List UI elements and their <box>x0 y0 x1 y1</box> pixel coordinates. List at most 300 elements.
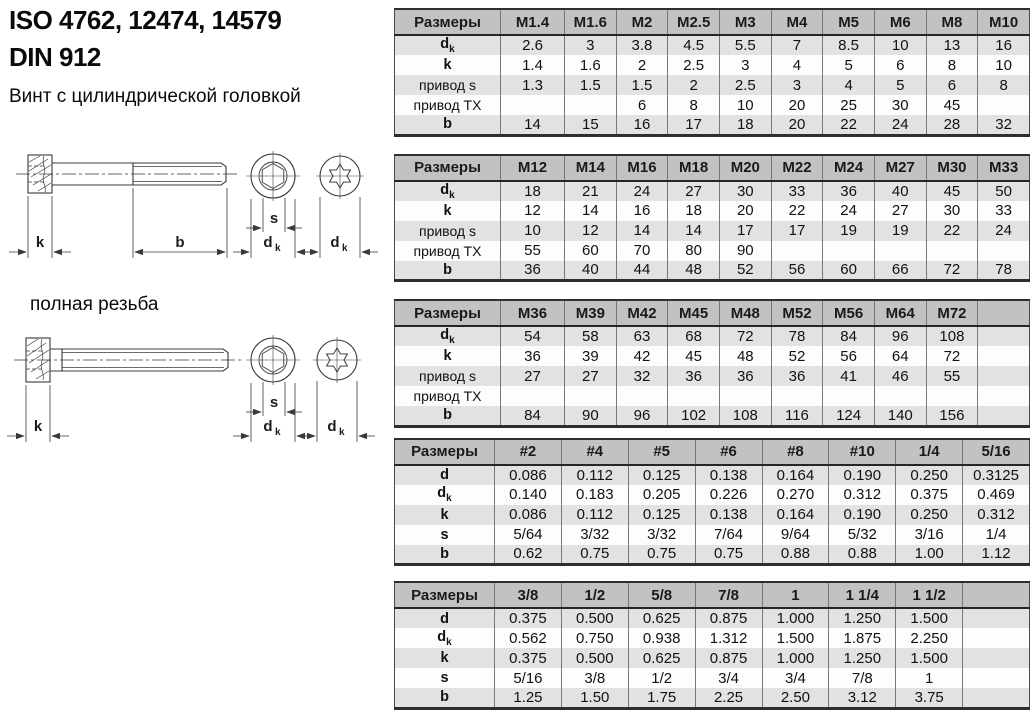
corner-header: Размеры <box>395 9 501 35</box>
header-row <box>395 9 1030 35</box>
value-cell: 27 <box>668 181 720 201</box>
value-cell: 16 <box>616 115 668 135</box>
value-cell: 15 <box>565 115 617 135</box>
value-cell: 3/8 <box>561 668 628 688</box>
torx-end-view <box>313 337 361 383</box>
size-column-header: #8 <box>762 439 829 465</box>
value-cell: 20 <box>719 201 771 221</box>
value-cell: 0.205 <box>628 485 695 505</box>
value-cell: 0.140 <box>495 485 562 505</box>
size-column-header: M3 <box>719 9 771 35</box>
value-cell: 41 <box>823 366 875 386</box>
size-column-header: M14 <box>565 155 617 181</box>
value-cell: 0.312 <box>963 505 1030 525</box>
size-table-m12-m33 <box>394 154 1030 283</box>
table-row <box>395 608 1030 628</box>
value-cell: 90 <box>719 241 771 261</box>
value-cell: 24 <box>823 201 875 221</box>
value-cell: 5/64 <box>495 525 562 545</box>
size-column-header: 5/16 <box>963 439 1030 465</box>
row-header: k <box>440 506 449 523</box>
value-cell: 66 <box>874 261 926 281</box>
size-column-header: M8 <box>926 9 978 35</box>
row-header: привод s <box>418 368 476 384</box>
value-cell: 5 <box>874 75 926 95</box>
table-row <box>395 485 1030 505</box>
value-cell: 12 <box>565 221 617 241</box>
value-cell: 20 <box>771 115 823 135</box>
size-column-header: M36 <box>501 300 565 326</box>
value-cell: 5.5 <box>719 35 771 55</box>
value-cell: 2 <box>616 55 668 75</box>
value-cell: 96 <box>616 406 668 426</box>
header-row <box>395 300 1030 326</box>
value-cell: 0.750 <box>561 628 628 648</box>
value-cell <box>926 241 978 261</box>
value-cell: 84 <box>501 406 565 426</box>
value-cell: 18 <box>668 201 720 221</box>
row-header: k <box>440 650 449 666</box>
svg-text:k: k <box>339 427 345 438</box>
value-cell: 0.375 <box>896 485 963 505</box>
value-cell <box>771 241 823 261</box>
table-row <box>395 465 1030 485</box>
value-cell: 0.625 <box>628 648 695 668</box>
value-cell: 0.75 <box>561 545 628 565</box>
value-cell: 12 <box>501 201 565 221</box>
value-cell: 10 <box>978 55 1030 75</box>
size-column-header: M5 <box>823 9 875 35</box>
row-header: b <box>440 545 449 562</box>
value-cell: 3 <box>565 35 617 55</box>
value-cell: 0.500 <box>561 608 628 628</box>
value-cell: 36 <box>823 181 875 201</box>
value-cell <box>874 386 926 406</box>
value-cell: 2.5 <box>719 75 771 95</box>
value-cell: 156 <box>926 406 978 426</box>
value-cell: 1.250 <box>829 648 896 668</box>
value-cell <box>978 366 1030 386</box>
dimension-dk-torx <box>302 197 378 258</box>
torx-end-view <box>316 153 364 199</box>
value-cell: 0.164 <box>762 465 829 485</box>
value-cell: 24 <box>874 115 926 135</box>
value-cell: 4.5 <box>668 35 720 55</box>
size-column-header: #4 <box>561 439 628 465</box>
value-cell: 18 <box>719 115 771 135</box>
value-cell <box>978 241 1030 261</box>
value-cell <box>963 648 1030 668</box>
value-cell: 58 <box>565 326 617 346</box>
row-header: привод TX <box>413 97 482 113</box>
value-cell: 1.500 <box>896 608 963 628</box>
value-cell: 1.12 <box>963 545 1030 565</box>
row-header: привод TX <box>413 388 482 404</box>
table-row <box>395 35 1030 55</box>
value-cell: 36 <box>719 366 771 386</box>
size-column-header: 7/8 <box>695 582 762 608</box>
value-cell: 6 <box>926 75 978 95</box>
value-cell: 36 <box>771 366 823 386</box>
value-cell: 5/32 <box>829 525 896 545</box>
value-cell: 54 <box>501 326 565 346</box>
value-cell: 0.312 <box>829 485 896 505</box>
size-column-header: M16 <box>616 155 668 181</box>
size-column-header: M24 <box>823 155 875 181</box>
value-cell: 0.88 <box>829 545 896 565</box>
value-cell <box>978 406 1030 426</box>
size-column-header: M64 <box>874 300 926 326</box>
value-cell: 7/8 <box>829 668 896 688</box>
svg-text:k: k <box>35 234 45 251</box>
value-cell: 0.125 <box>628 505 695 525</box>
value-cell: 30 <box>926 201 978 221</box>
value-cell: 8.5 <box>823 35 875 55</box>
value-cell: 0.112 <box>561 505 628 525</box>
size-column-header: M45 <box>668 300 720 326</box>
value-cell: 64 <box>874 346 926 366</box>
row-header: $d_k$ <box>440 181 455 201</box>
size-column-header: #10 <box>829 439 896 465</box>
iso-standard-numbers: ISO 4762, 12474, 14579 <box>9 5 282 35</box>
value-cell: 0.75 <box>695 545 762 565</box>
value-cell: 1.000 <box>762 608 829 628</box>
row-header: $d_k$ <box>440 36 455 55</box>
row-header: s <box>440 526 449 543</box>
size-column-header: M52 <box>771 300 823 326</box>
table-row <box>395 366 1030 386</box>
value-cell: 90 <box>565 406 617 426</box>
size-column-header: 5/8 <box>628 582 695 608</box>
value-cell <box>963 688 1030 708</box>
size-column-header: M10 <box>978 9 1030 35</box>
value-cell: 42 <box>616 346 668 366</box>
value-cell: 20 <box>771 95 823 115</box>
value-cell: 4 <box>771 55 823 75</box>
value-cell: 1.250 <box>829 608 896 628</box>
size-column-header: M30 <box>926 155 978 181</box>
value-cell: 40 <box>565 261 617 281</box>
svg-text:k: k <box>275 243 281 254</box>
svg-text:k: k <box>342 243 348 254</box>
value-cell: 78 <box>771 326 823 346</box>
value-cell: 8 <box>668 95 720 115</box>
value-cell: 50 <box>978 181 1030 201</box>
value-cell: 30 <box>874 95 926 115</box>
value-cell: 2.6 <box>501 35 565 55</box>
value-cell: 55 <box>926 366 978 386</box>
value-cell: 28 <box>926 115 978 135</box>
value-cell: 1.5 <box>565 75 617 95</box>
value-cell: 27 <box>501 366 565 386</box>
value-cell: 8 <box>926 55 978 75</box>
svg-text:d: d <box>327 418 337 435</box>
value-cell: 0.226 <box>695 485 762 505</box>
size-column-header: M2.5 <box>668 9 720 35</box>
value-cell <box>565 95 617 115</box>
hex-socket-end-view <box>246 151 300 201</box>
corner-header: Размеры <box>395 300 501 326</box>
table-row <box>395 181 1030 201</box>
value-cell: 10 <box>874 35 926 55</box>
row-header: b <box>440 689 449 706</box>
value-cell: 18 <box>501 181 565 201</box>
value-cell: 16 <box>616 201 668 221</box>
value-cell: 72 <box>719 326 771 346</box>
table-row <box>395 545 1030 565</box>
value-cell <box>874 241 926 261</box>
header-row <box>395 582 1030 608</box>
value-cell <box>771 386 823 406</box>
value-cell: 36 <box>501 261 565 281</box>
value-cell: 80 <box>668 241 720 261</box>
corner-header: Размеры <box>395 582 495 608</box>
screw-drawing-full-thread <box>0 330 392 480</box>
value-cell: 0.938 <box>628 628 695 648</box>
table-row <box>395 688 1030 708</box>
value-cell: 68 <box>668 326 720 346</box>
value-cell: 55 <box>501 241 565 261</box>
value-cell: 1.875 <box>829 628 896 648</box>
value-cell: 0.875 <box>695 608 762 628</box>
value-cell: 0.375 <box>495 608 562 628</box>
value-cell: 60 <box>823 261 875 281</box>
size-table-inch-small <box>394 438 1030 567</box>
value-cell: 14 <box>565 201 617 221</box>
size-column-header: M12 <box>501 155 565 181</box>
row-header: $d_k$ <box>440 327 455 346</box>
value-cell: 44 <box>616 261 668 281</box>
value-cell: 0.3125 <box>963 465 1030 485</box>
table-row <box>395 95 1030 115</box>
value-cell: 0.270 <box>762 485 829 505</box>
value-cell: 6 <box>616 95 668 115</box>
value-cell: 3.75 <box>896 688 963 708</box>
size-column-header: #2 <box>495 439 562 465</box>
dimension-k <box>9 196 71 258</box>
table-row <box>395 525 1030 545</box>
value-cell: 5 <box>823 55 875 75</box>
value-cell: 116 <box>771 406 823 426</box>
value-cell: 0.190 <box>829 505 896 525</box>
dimension-b <box>133 188 227 258</box>
value-cell: 27 <box>565 366 617 386</box>
size-column-header <box>978 300 1030 326</box>
value-cell <box>616 386 668 406</box>
value-cell: 24 <box>616 181 668 201</box>
value-cell: 0.375 <box>495 648 562 668</box>
dimension-tables <box>394 0 1030 727</box>
value-cell: 0.190 <box>829 465 896 485</box>
hex-socket-end-view <box>246 335 300 385</box>
value-cell: 0.500 <box>561 648 628 668</box>
value-cell <box>501 386 565 406</box>
size-column-header: 3/8 <box>495 582 562 608</box>
size-column-header: M20 <box>719 155 771 181</box>
value-cell: 0.138 <box>695 505 762 525</box>
value-cell: 78 <box>978 261 1030 281</box>
table-row <box>395 346 1030 366</box>
value-cell: 102 <box>668 406 720 426</box>
size-column-header: M48 <box>719 300 771 326</box>
value-cell: 25 <box>823 95 875 115</box>
table-row <box>395 648 1030 668</box>
header-row <box>395 439 1030 465</box>
value-cell: 0.112 <box>561 465 628 485</box>
value-cell: 108 <box>926 326 978 346</box>
value-cell: 6 <box>874 55 926 75</box>
full-thread-label: полная резьба <box>30 294 159 315</box>
value-cell: 140 <box>874 406 926 426</box>
dimension-s <box>246 198 302 232</box>
value-cell: 9/64 <box>762 525 829 545</box>
row-header: b <box>443 261 452 278</box>
value-cell: 10 <box>501 221 565 241</box>
table-row <box>395 201 1030 221</box>
svg-text:d: d <box>263 418 273 435</box>
value-cell: 1.25 <box>495 688 562 708</box>
value-cell: 0.250 <box>896 505 963 525</box>
value-cell: 3/4 <box>695 668 762 688</box>
size-column-header: M2 <box>616 9 668 35</box>
size-table-m1_4-m10 <box>394 8 1030 137</box>
svg-text:s: s <box>269 210 279 227</box>
value-cell: 19 <box>823 221 875 241</box>
table-row <box>395 406 1030 426</box>
dimension-dk-torx <box>299 381 375 442</box>
value-cell: 3.8 <box>616 35 668 55</box>
row-header: $d_k$ <box>437 628 452 648</box>
svg-text:k: k <box>275 427 281 438</box>
svg-text:d: d <box>330 234 340 251</box>
value-cell <box>719 386 771 406</box>
size-column-header: M33 <box>978 155 1030 181</box>
size-column-header: M42 <box>616 300 668 326</box>
value-cell: 3/32 <box>561 525 628 545</box>
size-column-header <box>963 582 1030 608</box>
table-row <box>395 55 1030 75</box>
value-cell: 0.250 <box>896 465 963 485</box>
value-cell: 1 <box>896 668 963 688</box>
value-cell: 63 <box>616 326 668 346</box>
row-header: привод s <box>418 77 476 93</box>
value-cell: 52 <box>771 346 823 366</box>
value-cell: 17 <box>668 115 720 135</box>
value-cell: 32 <box>616 366 668 386</box>
drawing-panel <box>0 0 392 703</box>
size-column-header: M22 <box>771 155 823 181</box>
value-cell: 56 <box>823 346 875 366</box>
value-cell: 14 <box>668 221 720 241</box>
value-cell <box>668 386 720 406</box>
size-table-inch-large <box>394 581 1030 710</box>
size-column-header: M56 <box>823 300 875 326</box>
svg-text:k: k <box>33 418 43 435</box>
value-cell: 0.164 <box>762 505 829 525</box>
value-cell: 1.4 <box>501 55 565 75</box>
value-cell: 84 <box>823 326 875 346</box>
dimension-dk-hex <box>233 383 313 442</box>
value-cell: 45 <box>926 181 978 201</box>
value-cell: 10 <box>719 95 771 115</box>
value-cell: 70 <box>616 241 668 261</box>
value-cell: 52 <box>719 261 771 281</box>
value-cell: 5/16 <box>495 668 562 688</box>
table-row <box>395 75 1030 95</box>
value-cell: 1.50 <box>561 688 628 708</box>
size-table-m36-m72 <box>394 299 1030 428</box>
value-cell: 0.562 <box>495 628 562 648</box>
size-column-header: M4 <box>771 9 823 35</box>
size-column-header: 1/2 <box>561 582 628 608</box>
value-cell: 124 <box>823 406 875 426</box>
value-cell: 48 <box>719 346 771 366</box>
size-column-header: M6 <box>874 9 926 35</box>
svg-text:b: b <box>175 234 185 251</box>
value-cell: 3 <box>771 75 823 95</box>
value-cell <box>565 386 617 406</box>
value-cell: 1.5 <box>616 75 668 95</box>
size-column-header: #5 <box>628 439 695 465</box>
table-row <box>395 668 1030 688</box>
value-cell: 1.312 <box>695 628 762 648</box>
row-header: k <box>443 57 452 73</box>
value-cell: 0.469 <box>963 485 1030 505</box>
row-header: привод s <box>418 222 476 239</box>
value-cell <box>823 241 875 261</box>
value-cell: 21 <box>565 181 617 201</box>
value-cell: 39 <box>565 346 617 366</box>
value-cell: 0.086 <box>495 505 562 525</box>
value-cell: 1.3 <box>501 75 565 95</box>
row-header: b <box>443 116 452 133</box>
value-cell: 56 <box>771 261 823 281</box>
row-header: k <box>443 202 452 219</box>
size-column-header: 1 1/4 <box>829 582 896 608</box>
value-cell: 36 <box>668 366 720 386</box>
value-cell: 3/16 <box>896 525 963 545</box>
corner-header: Размеры <box>395 155 501 181</box>
size-column-header: M72 <box>926 300 978 326</box>
value-cell: 3.12 <box>829 688 896 708</box>
value-cell: 1.6 <box>565 55 617 75</box>
value-cell: 0.625 <box>628 608 695 628</box>
value-cell: 1.500 <box>762 628 829 648</box>
value-cell: 108 <box>719 406 771 426</box>
value-cell: 72 <box>926 261 978 281</box>
table-row <box>395 261 1030 281</box>
table-row <box>395 628 1030 648</box>
value-cell: 8 <box>978 75 1030 95</box>
table-row <box>395 221 1030 241</box>
value-cell: 2.25 <box>695 688 762 708</box>
dimension-dk-hex <box>233 199 313 258</box>
value-cell: 45 <box>926 95 978 115</box>
value-cell: 0.125 <box>628 465 695 485</box>
size-column-header: 1 <box>762 582 829 608</box>
value-cell <box>963 608 1030 628</box>
row-header: d <box>440 467 449 483</box>
value-cell: 2 <box>668 75 720 95</box>
value-cell: 2.50 <box>762 688 829 708</box>
value-cell: 2.5 <box>668 55 720 75</box>
size-column-header: 1 1/2 <box>896 582 963 608</box>
svg-text:d: d <box>263 234 273 251</box>
value-cell <box>978 95 1030 115</box>
table-row <box>395 505 1030 525</box>
size-column-header: M1.6 <box>565 9 617 35</box>
value-cell: 24 <box>978 221 1030 241</box>
